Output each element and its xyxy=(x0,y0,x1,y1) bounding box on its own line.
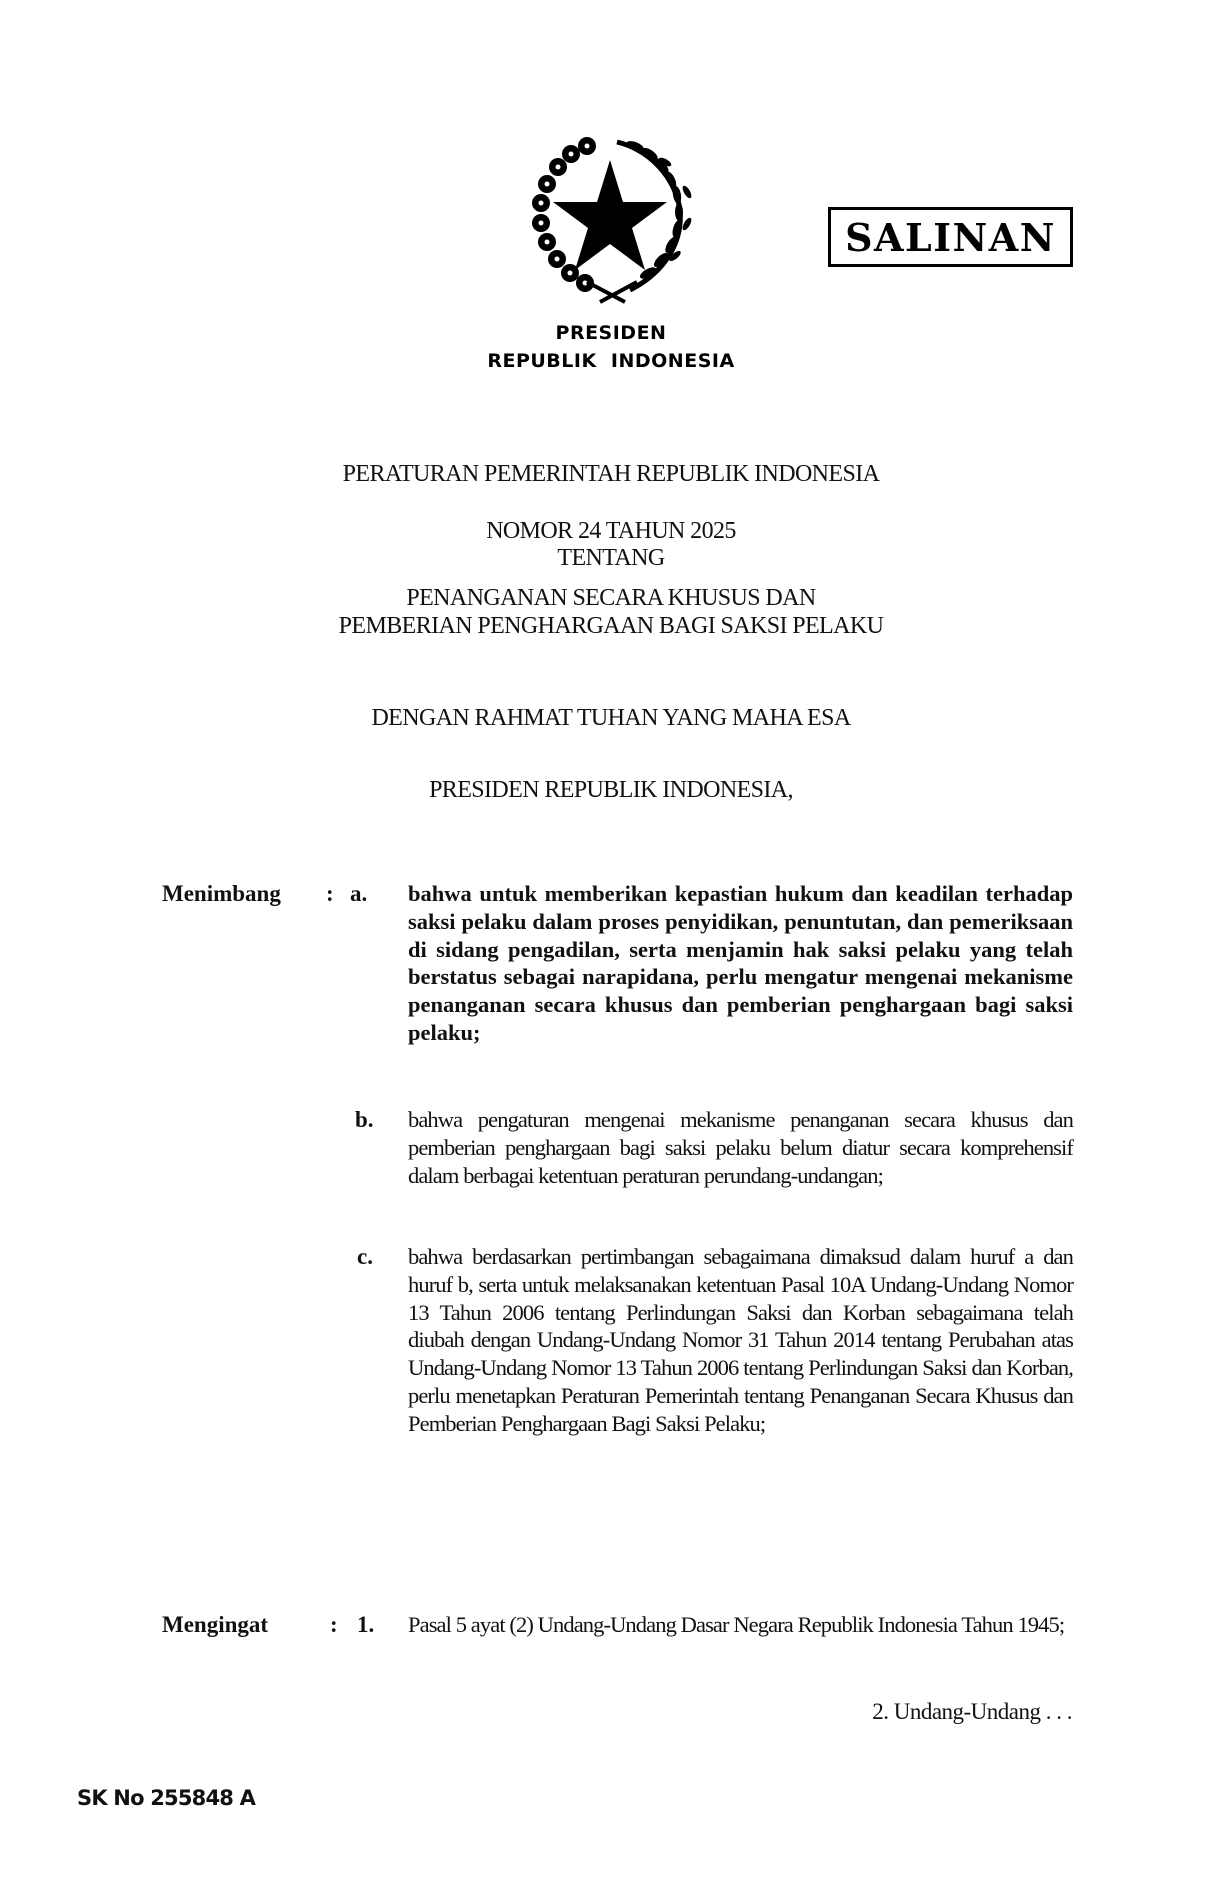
emblem-caption-republic: REPUBLIK INDONESIA xyxy=(487,350,735,372)
regulation-subject-line-1: PENANGANAN SECARA KHUSUS DAN xyxy=(406,585,816,611)
regulation-number: NOMOR 24 TAHUN 2025 xyxy=(486,518,736,544)
mengingat-item-1-text: Pasal 5 ayat (2) Undang-Undang Dasar Negara Republik Indonesia Tahun 1945; xyxy=(408,1612,1065,1637)
menimbang-item-b-marker: b. xyxy=(355,1107,374,1132)
menimbang-item-c-marker: c. xyxy=(357,1244,373,1269)
authority-line: PRESIDEN REPUBLIK INDONESIA, xyxy=(429,777,793,803)
mengingat-label: Mengingat xyxy=(162,1612,269,1637)
regulation-about-label: TENTANG xyxy=(557,545,665,571)
invocation-line: DENGAN RAHMAT TUHAN YANG MAHA ESA xyxy=(371,705,851,731)
menimbang-colon: : xyxy=(326,881,334,906)
menimbang-item-c-text: bahwa berdasarkan pertimbangan sebagaimana dimaksud dalam huruf a dan huruf b, serta untuk melaksanakan ketentuan Pasal 10A Undang-Undang Nomor 13 Tahun 2006 tentang Perlindungan Saksi dan Korban sebagaimana telah diubah dengan Undang-Undang Nomor 31 Tahun 2014 tentang Perubahan atas Undang-Undang Nomor 13 Tahun 2006 tentang Perlindungan Saksi dan Korban, perlu menetapkan Peraturan Pemerintah tentang Penanganan Secara Khusus dan Pemberian Penghargaan Bagi Saksi Pelaku; xyxy=(408,1244,1073,1436)
regulation-type-title: PERATURAN PEMERINTAH REPUBLIK INDONESIA xyxy=(342,461,880,487)
menimbang-item-a-marker: a. xyxy=(350,881,368,906)
menimbang-item-b-text: bahwa pengaturan mengenai mekanisme penanganan secara khusus dan pemberian penghargaan bagi saksi pelaku belum diatur secara komprehensif dalam berbagai ketentuan peraturan perundang-undangan; xyxy=(408,1107,1073,1188)
presidential-seal-icon xyxy=(525,132,695,307)
menimbang-item-a-text: bahwa untuk memberikan kepastian hukum dan keadilan terhadap saksi pelaku dalam proses penyidikan, penuntutan, dan pemeriksaan di sidang pengadilan, serta menjamin hak saksi pelaku yang telah berstatus sebagai narapidana, perlu mengatur mengenai mekanisme penanganan secara khusus dan pemberian penghargaan bagi saksi pelaku; xyxy=(408,881,1073,1045)
emblem-caption-president: PRESIDEN xyxy=(555,322,667,344)
regulation-subject-line-2: PEMBERIAN PENGHARGAAN BAGI SAKSI PELAKU xyxy=(338,613,884,639)
page-continuation-marker: 2. Undang-Undang . . . xyxy=(872,1699,1072,1724)
salinan-stamp xyxy=(828,207,1073,267)
mengingat-item-1-marker: 1. xyxy=(357,1612,375,1637)
salinan-stamp-text: SALINAN xyxy=(845,214,1056,260)
menimbang-label: Menimbang xyxy=(162,881,281,906)
mengingat-colon: : xyxy=(330,1612,338,1637)
document-serial-number: SK No 255848 A xyxy=(77,1786,256,1810)
